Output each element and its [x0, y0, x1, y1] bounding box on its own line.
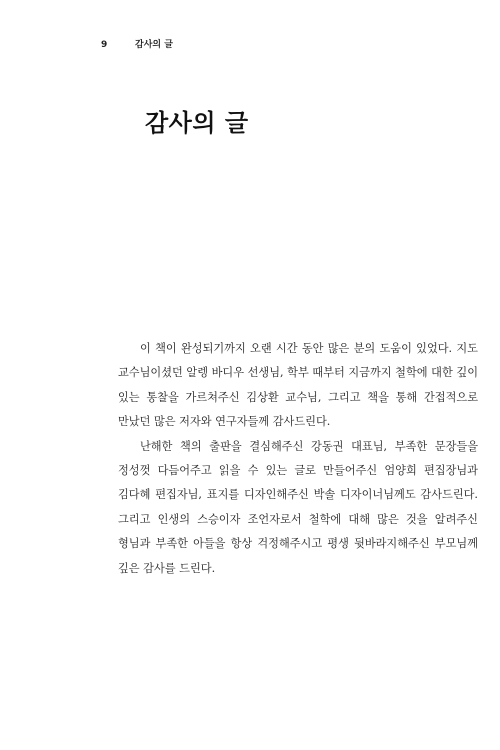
chapter-title: 감사의 글: [145, 109, 249, 137]
body-text: [118, 337, 478, 581]
page-number: 9: [101, 40, 108, 50]
running-header: [101, 37, 173, 50]
paragraph: 이 책이 완성되기까지 오랜 시간 동안 많은 분의 도움이 있었다. 지도 교수님이셨던 알렝 바디우 선생님, 학부 때부터 지금까지 철학에 대한 깊이 있는 통찰을 가르쳐주신 김상환 교수님, 그리고 책을 통해 간접적으로 만났던 많은 저자와 연구자들께 감사드린다.: [118, 342, 478, 429]
running-title: 감사의 글: [135, 40, 173, 50]
paragraph: 난해한 책의 출판을 결심해주신 강동권 대표님, 부족한 문장들을 정성껏 다듬어주고 읽을 수 있는 글로 만들어주신 엄양희 편집장님과 김다혜 편집자님, 표지를 디자인해주신 박솔 디자이너님께도 감사드린다. 그리고 인생의 스승이자 조언자로서 철학에 대해 많은 것을 알려주신 형님과 부족한 아들을 항상 걱정해주시고 평생 뒷바라지해주신 부모님께 깊은 감사를 드린다.: [118, 439, 478, 575]
